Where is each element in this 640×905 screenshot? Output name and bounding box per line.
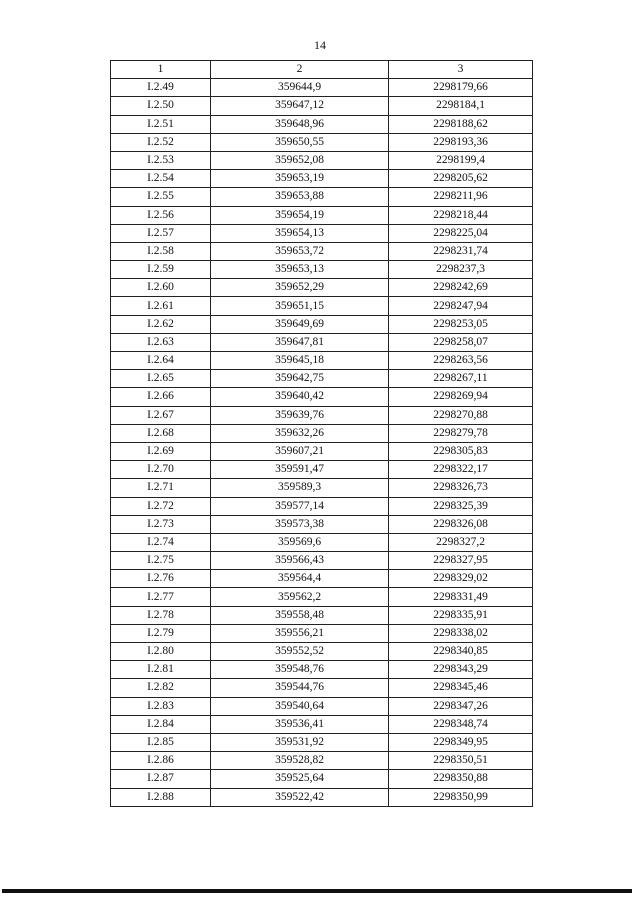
x-coordinate-cell: 359552,52 <box>211 643 389 661</box>
table-row <box>111 679 533 697</box>
x-coordinate-cell: 359645,18 <box>211 352 389 370</box>
y-coordinate-cell: 2298349,95 <box>389 733 533 751</box>
table-body <box>111 79 533 807</box>
table-row <box>111 297 533 315</box>
table-row <box>111 79 533 97</box>
y-coordinate-cell: 2298231,74 <box>389 242 533 260</box>
table-row <box>111 261 533 279</box>
table-row <box>111 170 533 188</box>
y-coordinate-cell: 2298305,83 <box>389 442 533 460</box>
y-coordinate-cell: 2298327,95 <box>389 552 533 570</box>
table-row <box>111 715 533 733</box>
x-coordinate-cell: 359650,55 <box>211 133 389 151</box>
coordinates-table <box>110 60 533 807</box>
point-id-cell: I.2.59 <box>111 261 211 279</box>
x-coordinate-cell: 359564,4 <box>211 570 389 588</box>
point-id-cell: I.2.75 <box>111 552 211 570</box>
x-coordinate-cell: 359647,12 <box>211 97 389 115</box>
x-coordinate-cell: 359536,41 <box>211 715 389 733</box>
x-coordinate-cell: 359648,96 <box>211 115 389 133</box>
y-coordinate-cell: 2298267,11 <box>389 370 533 388</box>
table-row <box>111 442 533 460</box>
y-coordinate-cell: 2298199,4 <box>389 151 533 169</box>
table-row <box>111 151 533 169</box>
y-coordinate-cell: 2298258,07 <box>389 333 533 351</box>
x-coordinate-cell: 359654,13 <box>211 224 389 242</box>
y-coordinate-cell: 2298242,69 <box>389 279 533 297</box>
point-id-cell: I.2.83 <box>111 697 211 715</box>
y-coordinate-cell: 2298322,17 <box>389 461 533 479</box>
table-row <box>111 570 533 588</box>
point-id-cell: I.2.73 <box>111 515 211 533</box>
table-row <box>111 388 533 406</box>
y-coordinate-cell: 2298338,02 <box>389 624 533 642</box>
point-id-cell: I.2.49 <box>111 79 211 97</box>
y-coordinate-cell: 2298329,02 <box>389 570 533 588</box>
header-col-2: 2 <box>211 61 389 79</box>
x-coordinate-cell: 359544,76 <box>211 679 389 697</box>
y-coordinate-cell: 2298326,08 <box>389 515 533 533</box>
y-coordinate-cell: 2298270,88 <box>389 406 533 424</box>
table-row <box>111 370 533 388</box>
x-coordinate-cell: 359589,3 <box>211 479 389 497</box>
point-id-cell: I.2.63 <box>111 333 211 351</box>
point-id-cell: I.2.70 <box>111 461 211 479</box>
y-coordinate-cell: 2298347,26 <box>389 697 533 715</box>
table-row <box>111 352 533 370</box>
table-row <box>111 515 533 533</box>
y-coordinate-cell: 2298269,94 <box>389 388 533 406</box>
point-id-cell: I.2.61 <box>111 297 211 315</box>
table-row <box>111 788 533 806</box>
x-coordinate-cell: 359577,14 <box>211 497 389 515</box>
table-row <box>111 588 533 606</box>
point-id-cell: I.2.81 <box>111 661 211 679</box>
y-coordinate-cell: 2298350,88 <box>389 770 533 788</box>
point-id-cell: I.2.57 <box>111 224 211 242</box>
point-id-cell: I.2.88 <box>111 788 211 806</box>
y-coordinate-cell: 2298345,46 <box>389 679 533 697</box>
y-coordinate-cell: 2298253,05 <box>389 315 533 333</box>
table-row <box>111 279 533 297</box>
point-id-cell: I.2.60 <box>111 279 211 297</box>
y-coordinate-cell: 2298350,51 <box>389 752 533 770</box>
point-id-cell: I.2.79 <box>111 624 211 642</box>
header-col-3: 3 <box>389 61 533 79</box>
y-coordinate-cell: 2298179,66 <box>389 79 533 97</box>
table-row <box>111 733 533 751</box>
table-row <box>111 643 533 661</box>
y-coordinate-cell: 2298331,49 <box>389 588 533 606</box>
y-coordinate-cell: 2298188,62 <box>389 115 533 133</box>
y-coordinate-cell: 2298247,94 <box>389 297 533 315</box>
y-coordinate-cell: 2298193,36 <box>389 133 533 151</box>
point-id-cell: I.2.52 <box>111 133 211 151</box>
table-row <box>111 770 533 788</box>
y-coordinate-cell: 2298335,91 <box>389 606 533 624</box>
y-coordinate-cell: 2298184,1 <box>389 97 533 115</box>
point-id-cell: I.2.77 <box>111 588 211 606</box>
table-row <box>111 188 533 206</box>
x-coordinate-cell: 359607,21 <box>211 442 389 460</box>
table-row <box>111 406 533 424</box>
x-coordinate-cell: 359653,72 <box>211 242 389 260</box>
x-coordinate-cell: 359652,29 <box>211 279 389 297</box>
point-id-cell: I.2.53 <box>111 151 211 169</box>
table-row <box>111 115 533 133</box>
y-coordinate-cell: 2298350,99 <box>389 788 533 806</box>
x-coordinate-cell: 359652,08 <box>211 151 389 169</box>
table-row <box>111 133 533 151</box>
table-row <box>111 315 533 333</box>
x-coordinate-cell: 359639,76 <box>211 406 389 424</box>
table-row <box>111 552 533 570</box>
point-id-cell: I.2.87 <box>111 770 211 788</box>
x-coordinate-cell: 359558,48 <box>211 606 389 624</box>
x-coordinate-cell: 359642,75 <box>211 370 389 388</box>
page-number: 14 <box>314 38 326 52</box>
table-row <box>111 606 533 624</box>
x-coordinate-cell: 359653,19 <box>211 170 389 188</box>
point-id-cell: I.2.72 <box>111 497 211 515</box>
y-coordinate-cell: 2298237,3 <box>389 261 533 279</box>
x-coordinate-cell: 359649,69 <box>211 315 389 333</box>
table-row <box>111 752 533 770</box>
point-id-cell: I.2.56 <box>111 206 211 224</box>
point-id-cell: I.2.50 <box>111 97 211 115</box>
y-coordinate-cell: 2298279,78 <box>389 424 533 442</box>
x-coordinate-cell: 359632,26 <box>211 424 389 442</box>
y-coordinate-cell: 2298205,62 <box>389 170 533 188</box>
x-coordinate-cell: 359540,64 <box>211 697 389 715</box>
table-row <box>111 479 533 497</box>
point-id-cell: I.2.54 <box>111 170 211 188</box>
y-coordinate-cell: 2298348,74 <box>389 715 533 733</box>
x-coordinate-cell: 359647,81 <box>211 333 389 351</box>
point-id-cell: I.2.82 <box>111 679 211 697</box>
point-id-cell: I.2.74 <box>111 533 211 551</box>
table-row <box>111 97 533 115</box>
bottom-divider <box>2 889 632 893</box>
point-id-cell: I.2.65 <box>111 370 211 388</box>
x-coordinate-cell: 359573,38 <box>211 515 389 533</box>
x-coordinate-cell: 359548,76 <box>211 661 389 679</box>
y-coordinate-cell: 2298326,73 <box>389 479 533 497</box>
point-id-cell: I.2.84 <box>111 715 211 733</box>
x-coordinate-cell: 359562,2 <box>211 588 389 606</box>
x-coordinate-cell: 359653,88 <box>211 188 389 206</box>
x-coordinate-cell: 359528,82 <box>211 752 389 770</box>
x-coordinate-cell: 359654,19 <box>211 206 389 224</box>
point-id-cell: I.2.51 <box>111 115 211 133</box>
table-row <box>111 697 533 715</box>
x-coordinate-cell: 359525,64 <box>211 770 389 788</box>
table-row <box>111 206 533 224</box>
x-coordinate-cell: 359591,47 <box>211 461 389 479</box>
table-row <box>111 333 533 351</box>
x-coordinate-cell: 359640,42 <box>211 388 389 406</box>
point-id-cell: I.2.64 <box>111 352 211 370</box>
x-coordinate-cell: 359522,42 <box>211 788 389 806</box>
y-coordinate-cell: 2298340,85 <box>389 643 533 661</box>
point-id-cell: I.2.55 <box>111 188 211 206</box>
point-id-cell: I.2.68 <box>111 424 211 442</box>
point-id-cell: I.2.69 <box>111 442 211 460</box>
point-id-cell: I.2.67 <box>111 406 211 424</box>
y-coordinate-cell: 2298211,96 <box>389 188 533 206</box>
x-coordinate-cell: 359653,13 <box>211 261 389 279</box>
table-row <box>111 242 533 260</box>
table-row <box>111 497 533 515</box>
point-id-cell: I.2.58 <box>111 242 211 260</box>
x-coordinate-cell: 359566,43 <box>211 552 389 570</box>
point-id-cell: I.2.86 <box>111 752 211 770</box>
y-coordinate-cell: 2298225,04 <box>389 224 533 242</box>
table-row <box>111 424 533 442</box>
header-col-1: 1 <box>111 61 211 79</box>
point-id-cell: I.2.78 <box>111 606 211 624</box>
y-coordinate-cell: 2298327,2 <box>389 533 533 551</box>
point-id-cell: I.2.71 <box>111 479 211 497</box>
y-coordinate-cell: 2298218,44 <box>389 206 533 224</box>
table-row <box>111 624 533 642</box>
x-coordinate-cell: 359531,92 <box>211 733 389 751</box>
x-coordinate-cell: 359556,21 <box>211 624 389 642</box>
y-coordinate-cell: 2298343,29 <box>389 661 533 679</box>
table-header <box>111 61 533 79</box>
x-coordinate-cell: 359569,6 <box>211 533 389 551</box>
point-id-cell: I.2.66 <box>111 388 211 406</box>
x-coordinate-cell: 359651,15 <box>211 297 389 315</box>
table-row <box>111 533 533 551</box>
x-coordinate-cell: 359644,9 <box>211 79 389 97</box>
y-coordinate-cell: 2298325,39 <box>389 497 533 515</box>
point-id-cell: I.2.85 <box>111 733 211 751</box>
header-row <box>111 61 533 79</box>
y-coordinate-cell: 2298263,56 <box>389 352 533 370</box>
table-row <box>111 661 533 679</box>
point-id-cell: I.2.62 <box>111 315 211 333</box>
table-row <box>111 224 533 242</box>
point-id-cell: I.2.80 <box>111 643 211 661</box>
point-id-cell: I.2.76 <box>111 570 211 588</box>
table-row <box>111 461 533 479</box>
